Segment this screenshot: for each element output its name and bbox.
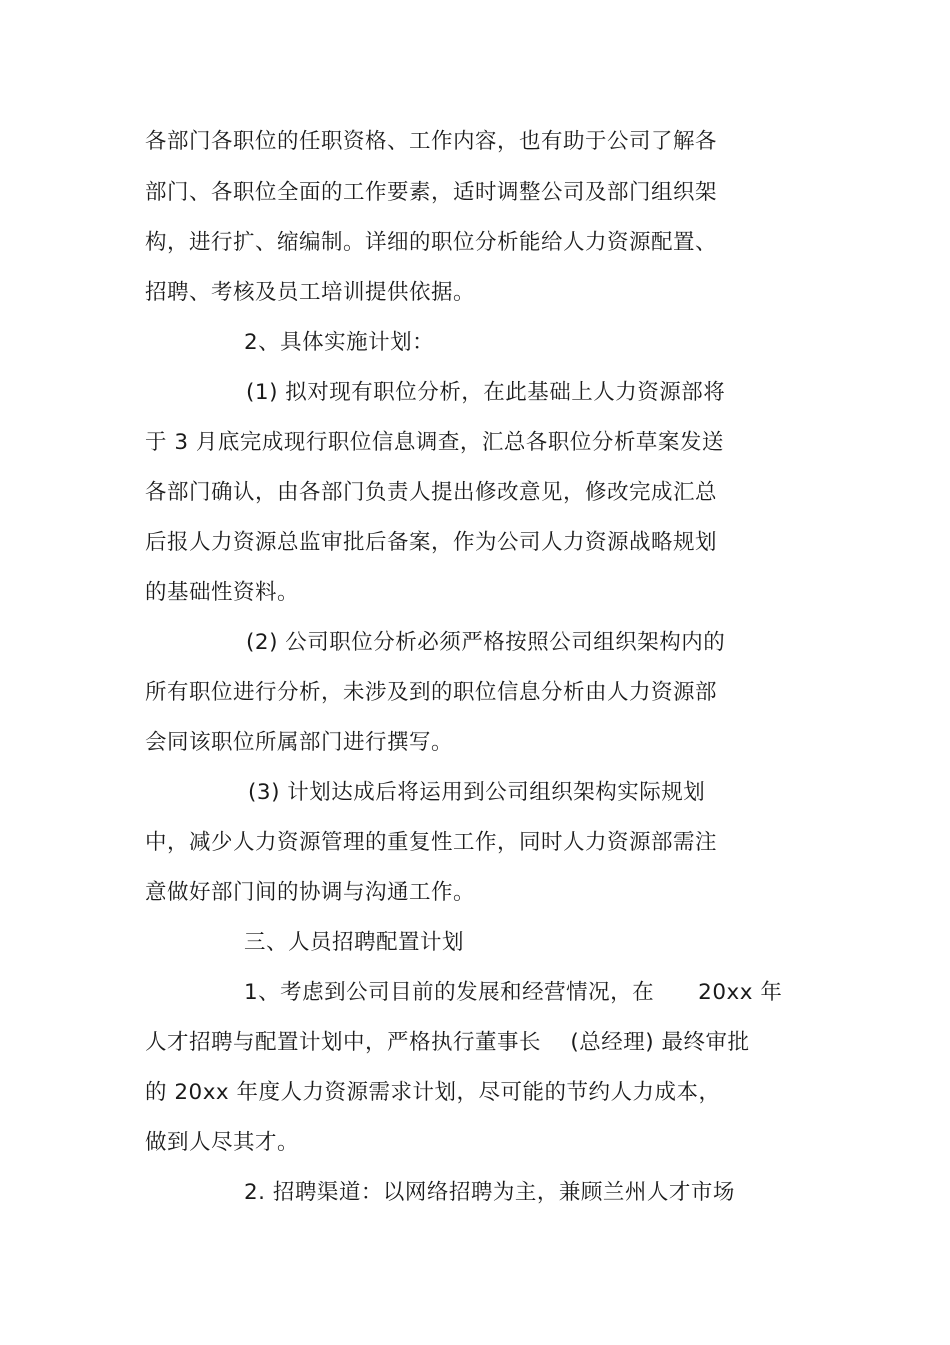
text-line: 会同该职位所属部门进行撰写。 (145, 730, 454, 755)
text-line: (2) 公司职位分析必须严格按照公司组织架构内的 (246, 630, 726, 655)
section-heading: 三、人员招聘配置计划 (244, 930, 465, 955)
text-line: (3) 计划达成后将运用到公司组织架构实际规划 (248, 780, 706, 805)
text-line: 意做好部门间的协调与沟通工作。 (145, 880, 476, 905)
text-line: 各部门各职位的任职资格、工作内容，也有助于公司了解各 (145, 129, 718, 154)
text-line: 所有职位进行分析，未涉及到的职位信息分析由人力资源部 (145, 680, 718, 705)
text-line: 于 3 月底完成现行职位信息调查，汇总各职位分析草案发送 (145, 430, 724, 455)
text-line: 各部门确认，由各部门负责人提出修改意见，修改完成汇总 (145, 480, 718, 505)
text-line: 1、考虑到公司目前的发展和经营情况，在 20xx 年 (244, 980, 783, 1005)
text-line: 2. 招聘渠道：以网络招聘为主，兼顾兰州人才市场 (244, 1180, 735, 1205)
text-line: 的基础性资料。 (145, 580, 300, 605)
section-heading: 2、具体实施计划： (244, 330, 435, 355)
text-line: 后报人力资源总监审批后备案，作为公司人力资源战略规划 (145, 530, 718, 555)
text-line: 招聘、考核及员工培训提供依据。 (145, 280, 476, 305)
text-line: 的 20xx 年度人力资源需求计划，尽可能的节约人力成本， (145, 1080, 721, 1105)
text-line: 构，进行扩、缩编制。详细的职位分析能给人力资源配置、 (145, 230, 718, 255)
text-line: 部门、各职位全面的工作要素，适时调整公司及部门组织架 (145, 180, 718, 205)
text-line: 做到人尽其才。 (145, 1130, 300, 1155)
text-line: 人才招聘与配置计划中，严格执行董事长 (总经理) 最终审批 (145, 1030, 750, 1055)
text-line: (1) 拟对现有职位分析，在此基础上人力资源部将 (246, 380, 726, 405)
text-line: 中，减少人力资源管理的重复性工作，同时人力资源部需注 (145, 830, 718, 855)
